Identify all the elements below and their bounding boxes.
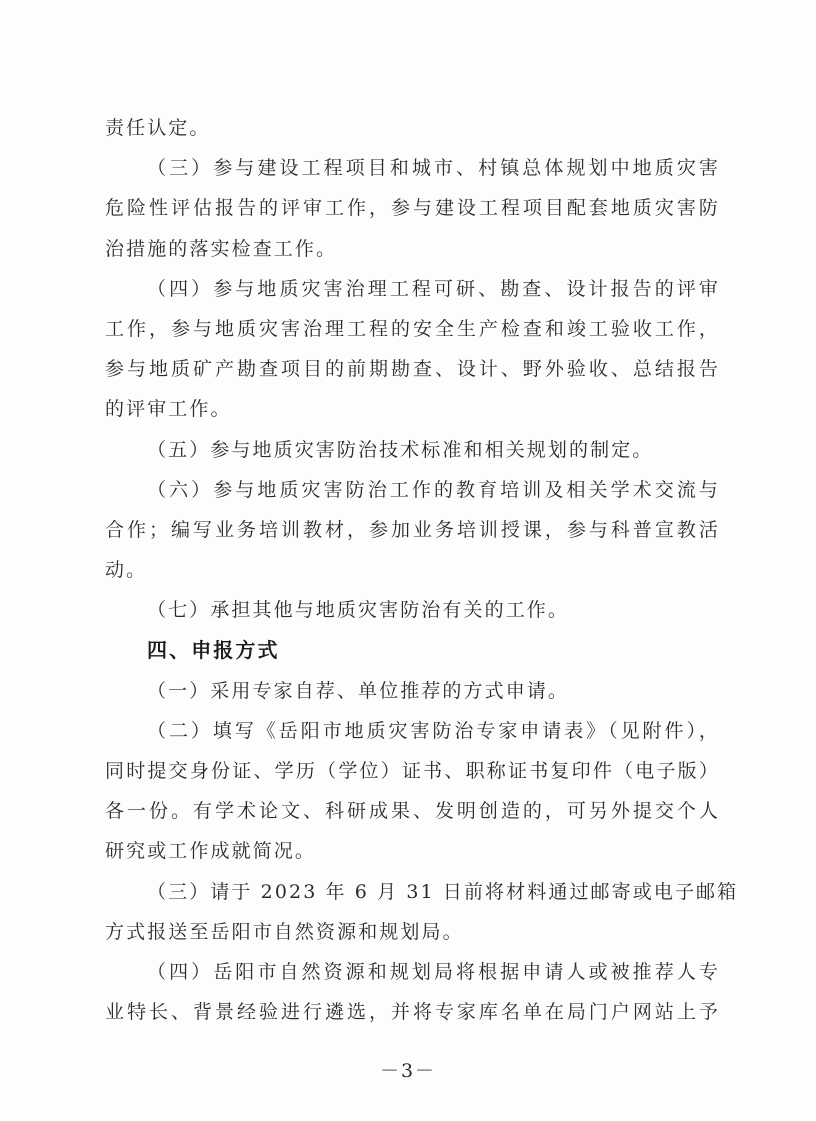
text-line: 治措施的落实检查工作。 [105,237,338,260]
text-line: 研究或工作成就简况。 [105,840,317,863]
text-line: 责任认定。 [105,117,211,139]
text-line: 工作，参与地质灾害治理工程的安全生产检查和竣工验收工作， [105,317,720,340]
text-line: 的评审工作。 [105,398,232,421]
text-line: （七）承担其他与地质灾害防治有关的工作。 [147,599,570,622]
text-line: （二）填写《岳阳市地质灾害防治专家申请表》（见附件）， [147,719,720,742]
text-line: 同时提交身份证、学历（学位）证书、职称证书复印件（电子版） [105,760,720,782]
text-line: 业特长、背景经验进行遴选，并将专家库名单在局门户网站上予 [105,1001,720,1024]
text-line: 方式报送至岳阳市自然资源和规划局。 [105,920,464,943]
text-line: （四）岳阳市自然资源和规划局将根据申请人或被推荐人专 [147,960,720,983]
text-line: 各一份。有学术论文、科研成果、发明创造的，可另外提交个人 [105,800,720,823]
text-line: 参与地质矿产勘查项目的前期勘查、设计、野外验收、总结报告 [105,358,720,381]
text-line: （三）请于 2023 年 6 月 31 日前将材料通过邮寄或电子邮箱 [147,880,739,903]
page-number: －3－ [379,1060,437,1082]
document-body [105,108,739,1032]
text-line: （三）参与建设工程项目和城市、村镇总体规划中地质灾害 [147,157,720,180]
text-line: 危险性评估报告的评审工作，参与建设工程项目配套地质灾害防 [105,197,720,220]
text-line: （六）参与地质灾害防治工作的教育培训及相关学术交流与 [147,478,720,501]
text-line: 合作；编写业务培训教材，参加业务培训授课，参与科普宣教活 [105,518,720,541]
text-line: （五）参与地质灾害防治技术标准和相关规划的制定。 [147,438,654,461]
text-line: （四）参与地质灾害治理工程可研、勘查、设计报告的评审 [147,277,720,300]
section-heading: 四、申报方式 [147,638,280,663]
text-line: （一）采用专家自荐、单位推荐的方式申请。 [147,679,570,702]
text-line: 动。 [105,559,148,582]
